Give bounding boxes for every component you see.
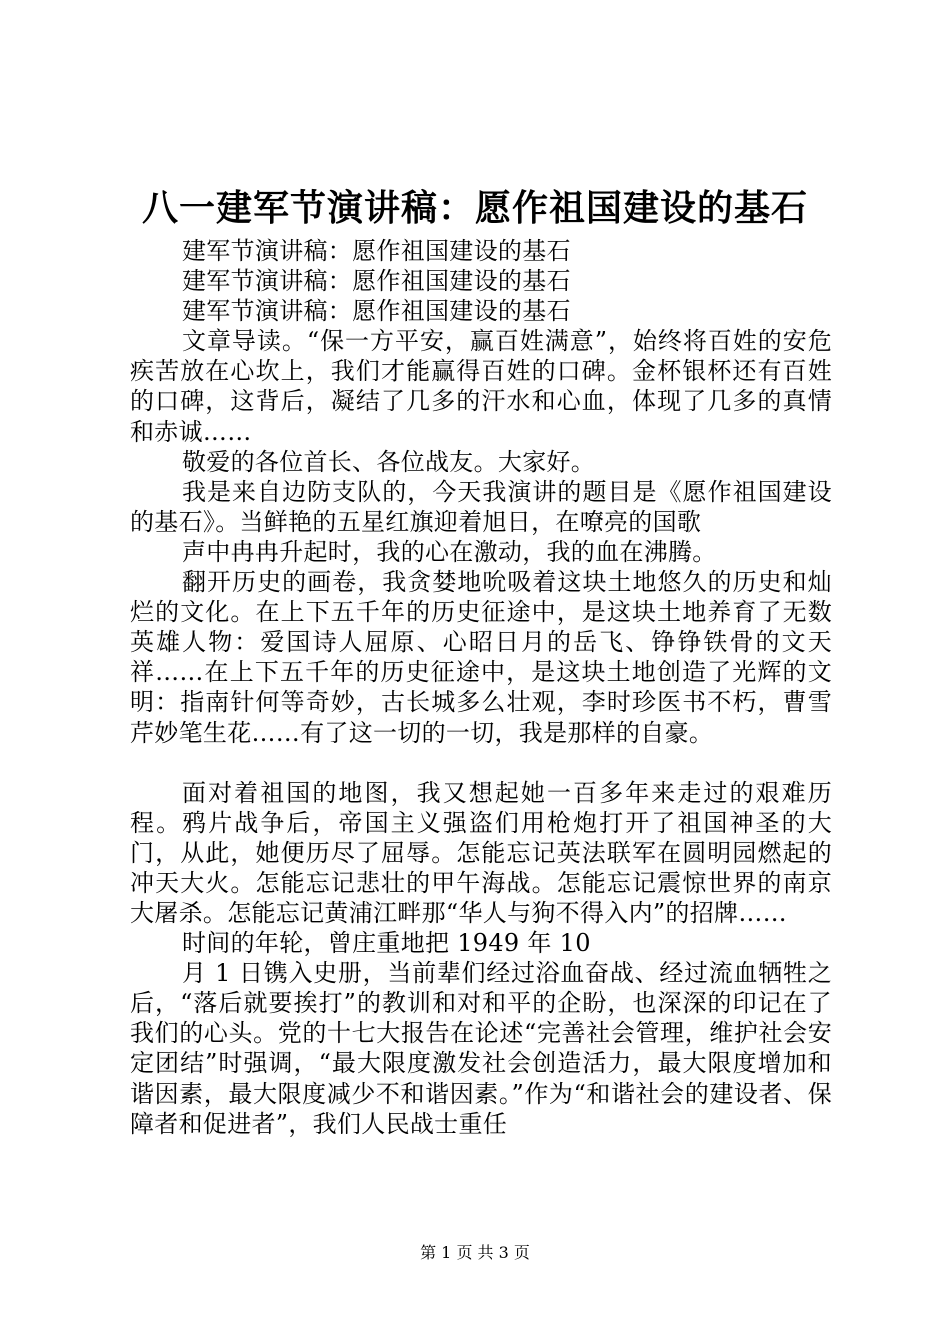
paragraph: 时间的年轮，曾庄重地把 1949 年 10 (182, 929, 591, 958)
paragraph: 翻开历史的画卷，我贪婪地吮吸着这块土地悠久的历史和灿烂的文化。在上下五千年的历史征途中，是这块土地养育了无数英雄人物：爱国诗人屈原、心昭日月的岳飞、铮铮铁骨的文天祥……在上下五千年的历史征途中，是这块土地创造了光辉的文明：指南针何等奇妙，古长城多么壮观，李时珍医书不朽，曹雪芹妙笔生花……有了这一切的一切，我是那样的自豪。 (130, 568, 832, 747)
page-footer: 第 1 页 共 3 页 (420, 1243, 530, 1262)
document-title: 八一建军节演讲稿：愿作祖国建设的基石 (141, 187, 808, 229)
paragraph: 建军节演讲稿：愿作祖国建设的基石 (182, 237, 571, 265)
paragraph: 文章导读。“保一方平安，赢百姓满意”，始终将百姓的安危疾苦放在心坎上，我们才能赢得百姓的口碑。金杯银杯还有百姓的口碑，这背后，凝结了几多的汗水和心血，体现了几多的真情和赤诚…… (130, 327, 832, 446)
paragraph: 建军节演讲稿：愿作祖国建设的基石 (182, 297, 571, 326)
paragraph: 月 1 日镌入史册，当前辈们经过浴血奋战、经过流血牺牲之后，“落后就要挨打”的教训和对和平的企盼，也深深的印记在了我们的心头。党的十七大报告在论述“完善社会管理，维护社会安定团结”时强调，“最大限度激发社会创造活力，最大限度增加和谐因素，最大限度减少不和谐因素。”作为“和谐社会的建设者、保障者和促进者”，我们人民战士重任 (130, 959, 832, 1138)
document-body (130, 236, 832, 1139)
paragraph: 面对着祖国的地图，我又想起她一百多年来走过的艰难历程。鸦片战争后，帝国主义强盗们用枪炮打开了祖国神圣的大门，从此，她便历尽了屈辱。怎能忘记英法联军在圆明园燃起的冲天大火。怎能忘记悲壮的甲午海战。怎能忘记震惊世界的南京大屠杀。怎能忘记黄浦江畔那“华人与狗不得入内”的招牌…… (130, 778, 832, 927)
paragraph: 我是来自边防支队的，今天我演讲的题目是《愿作祖国建设的基石》。当鲜艳的五星红旗迎着旭日，在嘹亮的国歌 (130, 477, 832, 536)
paragraph: 敬爱的各位首长、各位战友。大家好。 (182, 447, 596, 476)
paragraph: 建军节演讲稿：愿作祖国建设的基石 (182, 267, 571, 296)
paragraph: 声中冉冉升起时，我的心在激动，我的血在沸腾。 (182, 537, 717, 566)
